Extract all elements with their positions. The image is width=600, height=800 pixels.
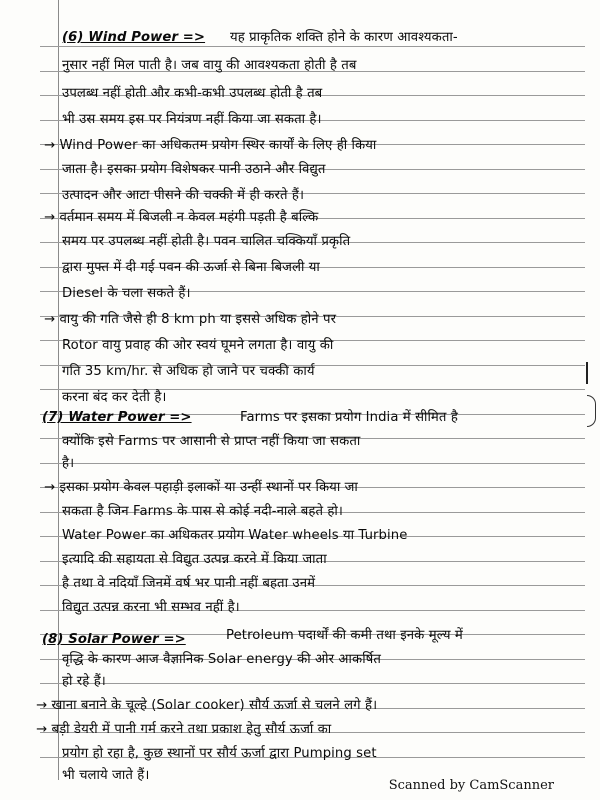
section-7-heading: (7) Water Power =>	[42, 410, 192, 425]
section-8-line: हो रहे हैं।	[62, 674, 106, 689]
section-7-line: विद्युत उत्पन्न करना भी सम्भव नहीं है।	[62, 600, 240, 615]
section-6-line: गति 35 km/hr. से अधिक हो जाने पर चक्की कार्य	[62, 364, 315, 379]
section-6-line: Rotor वायु प्रवाह की ओर स्वयं घूमने लगता है। वायु की	[62, 338, 334, 353]
scanner-watermark: Scanned by CamScanner	[388, 778, 554, 793]
section-8-line: Petroleum पदार्थों की कमी तथा इनके मूल्य में	[226, 628, 463, 643]
section-7-line: है तथा वे नदियाँ जिनमें वर्ष भर पानी नहीं बहता उनमें	[62, 576, 316, 591]
section-8-heading: (8) Solar Power =>	[42, 632, 186, 647]
section-6-line: द्वारा मुफ्त में दी गई पवन की ऊर्जा से बिना बिजली या	[62, 260, 320, 275]
section-8-line: भी चलाये जाते हैं।	[62, 768, 150, 783]
page-edge-mark	[586, 362, 588, 384]
page-edge-bracket	[587, 395, 596, 427]
section-7-line: → इसका प्रयोग केवल पहाड़ी इलाकों या उन्हीं स्थानों पर किया जा	[44, 480, 358, 495]
section-6-line: जाता है। इसका प्रयोग विशेषकर पानी उठाने और विद्युत	[62, 162, 326, 177]
section-6-line: समय पर उपलब्ध नहीं होती है। पवन चालित चक्कियाँ प्रकृति	[62, 234, 351, 249]
section-8-line: वृद्धि के कारण आज वैज्ञानिक Solar energy की ओर आकर्षित	[62, 652, 381, 667]
section-6-line: यह प्राकृतिक शक्ति होने के कारण आवश्यकता-	[230, 30, 458, 45]
section-6-heading: (6) Wind Power =>	[62, 30, 206, 45]
section-6-line: करना बंद कर देती है।	[62, 390, 167, 405]
section-8-line: → बड़ी डेयरी में पानी गर्म करने तथा प्रकाश हेतु सौर्य ऊर्जा का	[36, 722, 332, 737]
section-7-line: इत्यादि की सहायता से विद्युत उत्पन्न करने में किया जाता	[62, 552, 327, 567]
section-6-line: भी उस समय इस पर नियंत्रण नहीं किया जा सकता है।	[62, 112, 322, 127]
section-8-line: प्रयोग हो रहा है, कुछ स्थानों पर सौर्य ऊर्जा द्वारा Pumping set	[62, 746, 377, 761]
section-8-line: → खाना बनाने के चूल्हे (Solar cooker) सौर्य ऊर्जा से चलने लगे हैं।	[36, 698, 378, 713]
section-6-line: उपलब्ध नहीं होती और कभी-कभी उपलब्ध होती है तब	[62, 86, 323, 101]
section-7-line: Water Power का अधिकतर प्रयोग Water wheels या Turbine	[62, 528, 408, 543]
section-6-line: → Wind Power का अधिकतम प्रयोग स्थिर कार्यों के लिए ही किया	[44, 138, 377, 153]
section-6-line: Diesel के चला सकते हैं।	[62, 286, 191, 301]
section-7-line: Farms पर इसका प्रयोग India में सीमित है	[240, 410, 458, 425]
section-6-line: → वायु की गति जैसे ही 8 km ph या इससे अधिक होने पर	[44, 312, 337, 327]
section-7-line: है।	[62, 456, 75, 471]
section-7-line: क्योंकि इसे Farms पर आसानी से प्राप्त नहीं किया जा सकता	[62, 434, 361, 449]
margin-line	[58, 0, 59, 780]
section-6-line: → वर्तमान समय में बिजली न केवल महंगी पड़ती है बल्कि	[44, 210, 319, 225]
section-6-line: उत्पादन और आटा पीसने की चक्की में ही करते हैं।	[62, 188, 305, 203]
section-7-line: सकता है जिन Farms के पास से कोई नदी-नाले बहते हो।	[62, 504, 343, 519]
section-6-line: नुसार नहीं मिल पाती है। जब वायु की आवश्यकता होती है तब	[62, 58, 357, 73]
